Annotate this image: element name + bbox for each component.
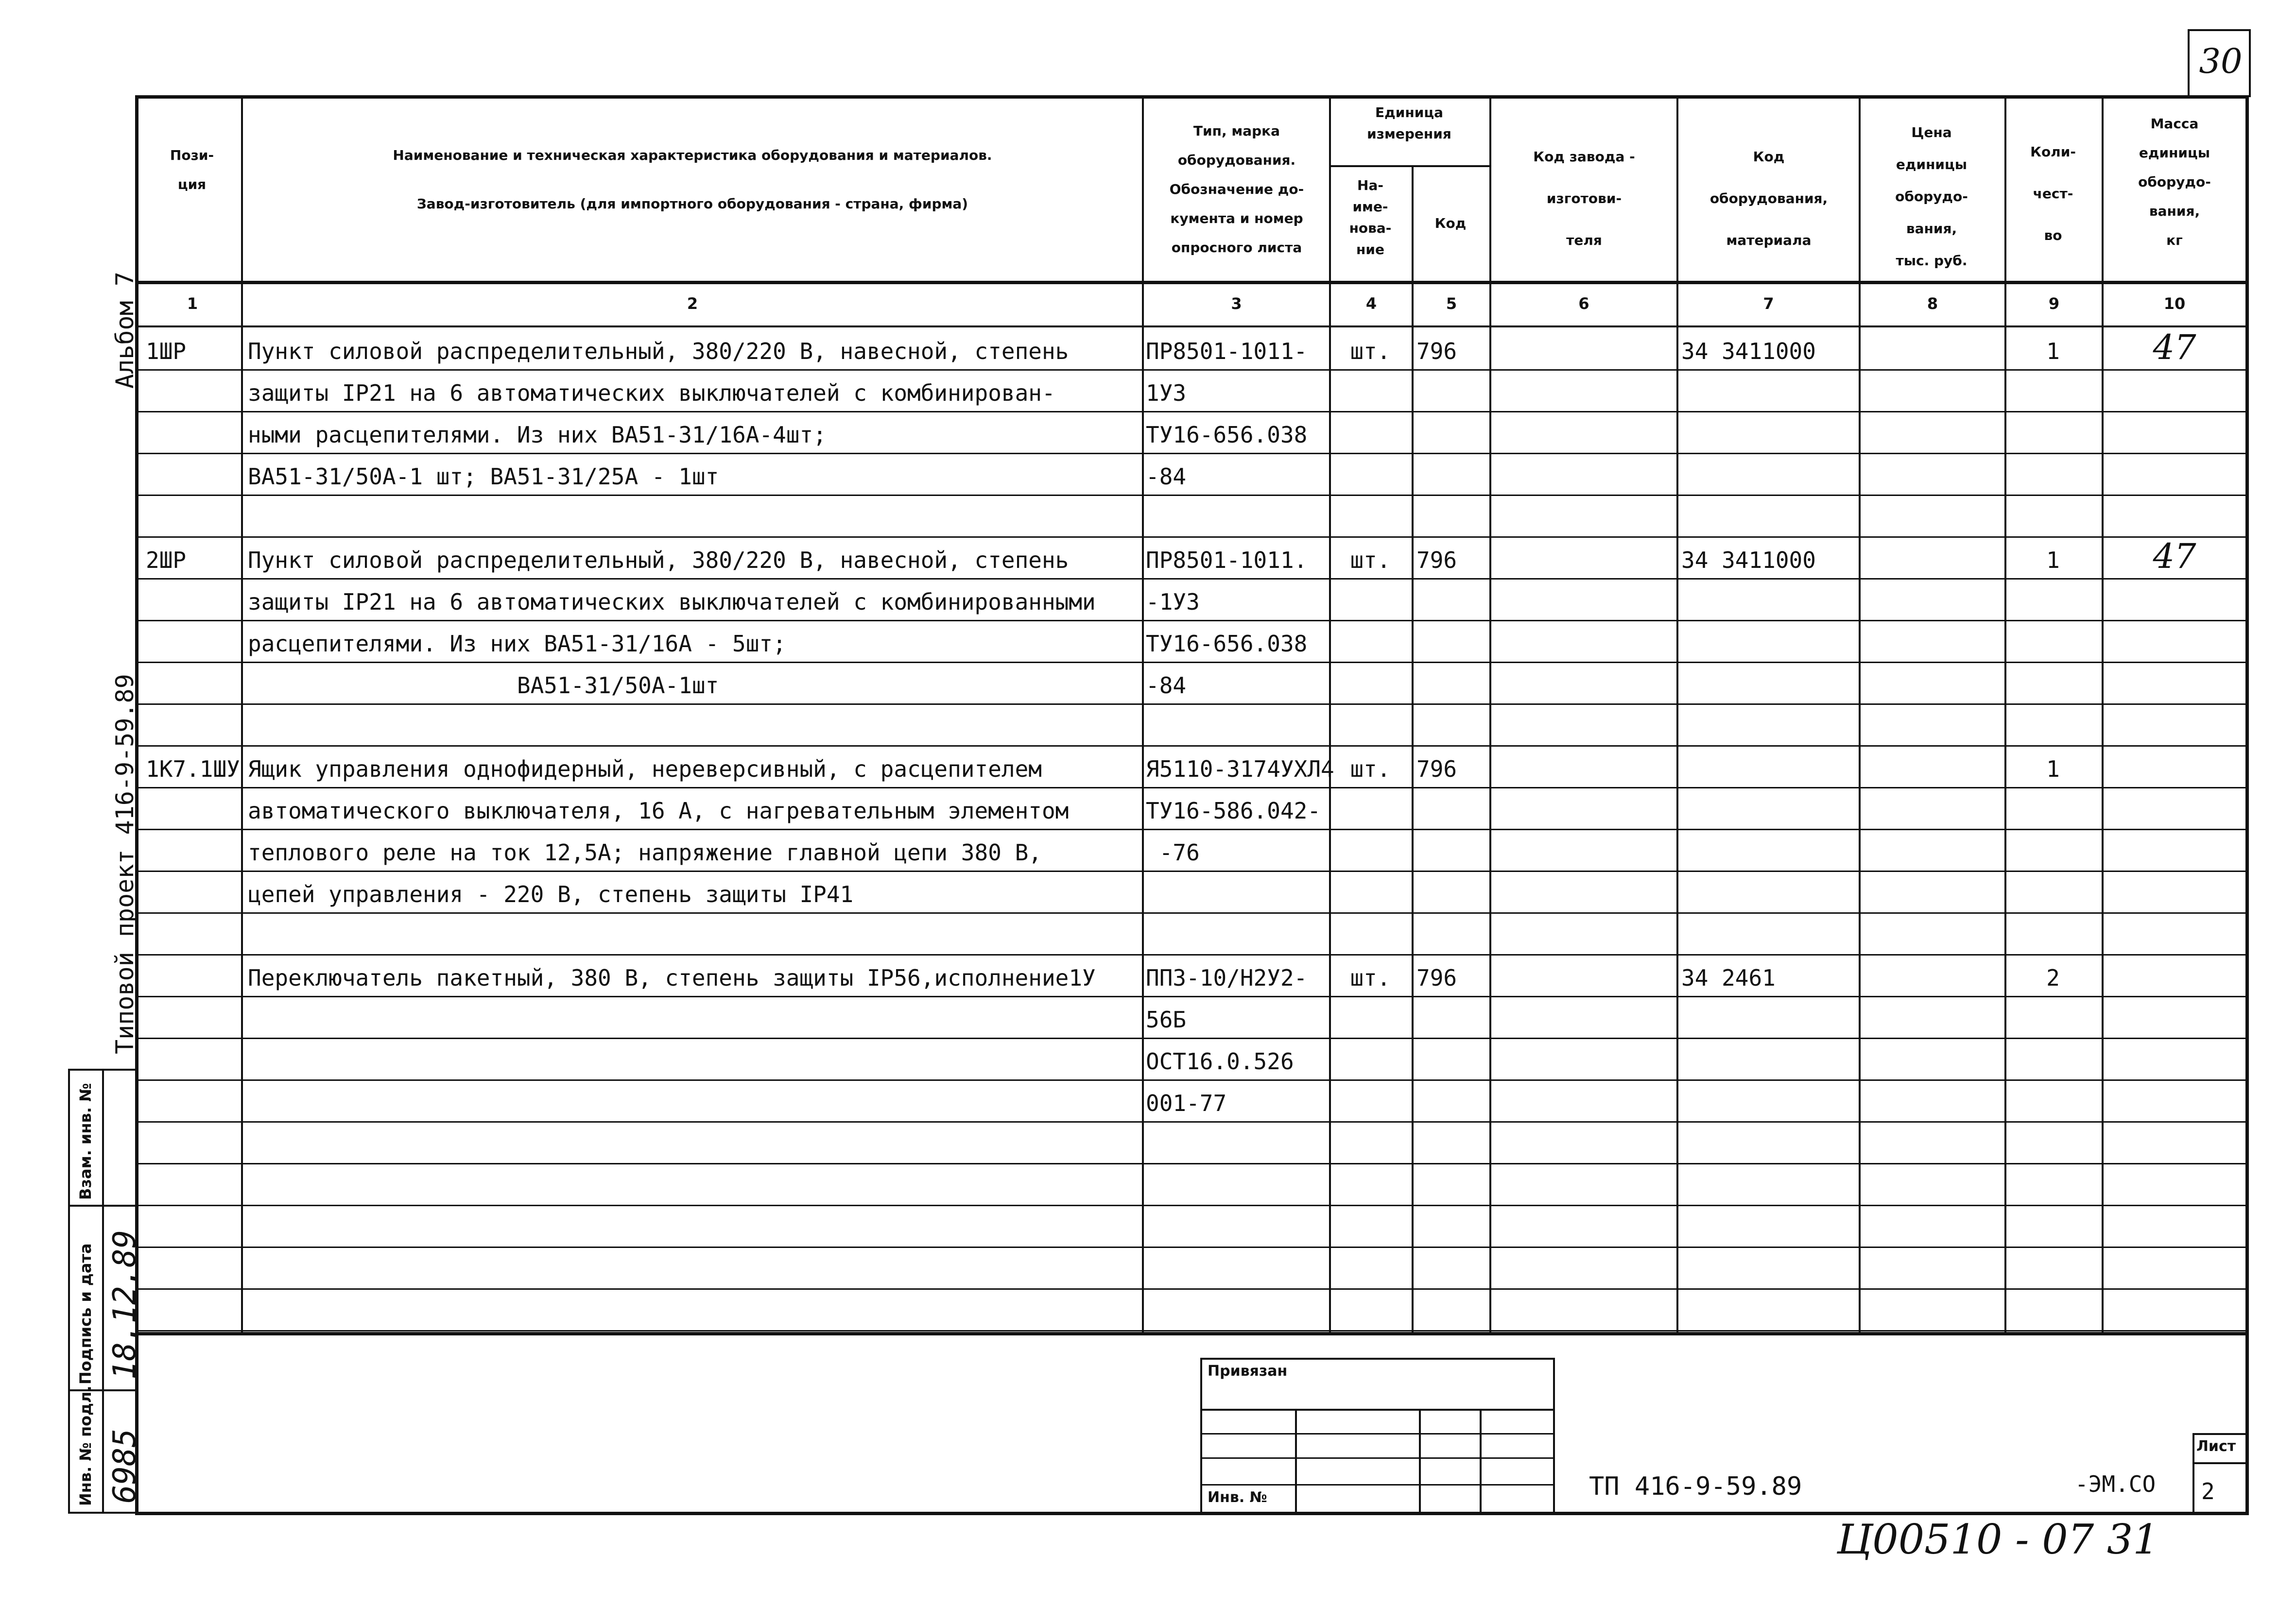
cell-quantity: 1 (2046, 338, 2060, 364)
cell-type: Я5110-3174УХЛ4 (1146, 756, 1334, 782)
frame-top (135, 95, 2249, 99)
stamp-label-inv: Инв. № подл. (76, 1385, 95, 1506)
project-label: Типовой проект 416-9-59.89 (111, 674, 139, 1054)
cell-quantity: 1 (2046, 547, 2060, 573)
page-number-box-right (2249, 29, 2251, 97)
header-unit: Единица измерения (1367, 104, 1451, 142)
row-divider (135, 1205, 2248, 1206)
header-factory-code: Код завода - изготови- теля (1533, 149, 1635, 248)
cell-name: ными расцепителями. Из них ВА51-31/16А-4шт; (248, 422, 827, 448)
unit-subheader-line (1329, 165, 1491, 167)
privyazan-line-3 (1200, 1457, 1555, 1459)
sheet-number: 2 (2201, 1478, 2215, 1504)
cell-unit-name: шт. (1350, 338, 1391, 364)
cell-equipment-code: 34 3411000 (1681, 338, 1816, 364)
col-number-4: 4 (1365, 294, 1377, 313)
cell-unit-code: 796 (1416, 756, 1457, 782)
cell-unit-name: шт. (1350, 547, 1391, 573)
cell-type: ПР8501-1011- (1146, 338, 1308, 364)
col-number-7: 7 (1763, 294, 1774, 313)
cell-name: ВА51-31/50А-1шт (248, 672, 719, 699)
cell-type: ОСТ16.0.526 (1146, 1048, 1294, 1075)
table-bottom-line (135, 1332, 2249, 1335)
cell-name: Пункт силовой распределительный, 380/220 В, навесной, степень (248, 547, 1069, 573)
header-equipment-code: Код оборудования, материала (1709, 149, 1828, 248)
header-type: Тип, марка оборудования. Обозначение до- кумента и номер опросного листа (1169, 123, 1304, 256)
col-number-line (135, 325, 2249, 327)
row-divider (135, 1288, 2248, 1290)
cell-name: Переключатель пакетный, 380 В, степень защиты IP56,исполнение1У (248, 965, 1096, 991)
stamp-label-replace: Взам. инв. № (76, 1083, 95, 1200)
cell-type: -84 (1146, 463, 1187, 490)
header-quantity: Коли- чест- во (2030, 144, 2076, 243)
cell-type: 1У3 (1146, 380, 1187, 406)
cell-name: цепей управления - 220 В, степень защиты IP41 (248, 881, 854, 907)
album-label: Альбом 7 (111, 272, 139, 389)
cell-name: автоматического выключателя, 16 А, с нагревательным элементом (248, 798, 1069, 824)
header-name-line1: Наименование и техническая характеристика оборудования и материалов. (393, 147, 992, 163)
cell-type: -84 (1146, 672, 1187, 699)
col-number-8: 8 (1927, 294, 1938, 313)
header-unit-name: На- име- нова- ние (1349, 177, 1392, 257)
cell-mass: 47 (2153, 327, 2196, 367)
col-number-3: 3 (1231, 294, 1242, 313)
cell-quantity: 2 (2046, 965, 2060, 991)
cell-equipment-code: 34 2461 (1681, 965, 1776, 991)
col-number-1: 1 (187, 294, 198, 313)
privyazan-box-top (1200, 1358, 1555, 1360)
cell-type: -1У3 (1146, 589, 1200, 615)
inv-number-handwritten: 6985 (107, 1428, 143, 1503)
sheet-label: Лист (2196, 1438, 2236, 1455)
header-bottom-line (135, 281, 2249, 284)
privyazan-vline-3 (1480, 1409, 1482, 1513)
document-suffix: -ЭМ.СО (2075, 1471, 2156, 1497)
sign-date-handwritten: 18.12.89 (107, 1230, 143, 1380)
cell-type: ПП3-10/Н2У2- (1146, 965, 1308, 991)
cell-type: ТУ16-656.038 (1146, 422, 1308, 448)
cell-position: 1ШР (146, 338, 187, 364)
cell-name: расцепителями. Из них ВА51-31/16А - 5шт; (248, 631, 786, 657)
cell-name: Пункт силовой распределительный, 380/220 В, навесной, степень (248, 338, 1069, 364)
stamp-strip-mid (102, 1069, 104, 1514)
privyazan-line-1 (1200, 1409, 1555, 1411)
sheet-box-left (2192, 1433, 2194, 1513)
cell-type: ПР8501-1011. (1146, 547, 1308, 573)
row-divider (135, 954, 2248, 956)
header-name-line2: Завод-изготовитель (для импортного оборудования - страна, фирма) (416, 196, 968, 212)
cell-name: Ящик управления однофидерный, нереверсивный, с расцепителем (248, 756, 1042, 782)
cell-unit-code: 796 (1416, 338, 1457, 364)
col-number-2: 2 (687, 294, 698, 313)
header-price: Цена единицы оборудо- вания, тыс. руб. (1895, 124, 1968, 269)
cell-type: -76 (1146, 839, 1200, 866)
col-number-10: 10 (2163, 294, 2186, 313)
sheet-box-top (2192, 1433, 2247, 1435)
cell-name: защиты IP21 на 6 автоматических выключателей с комбинированными (248, 589, 1096, 615)
row-divider (135, 1247, 2248, 1248)
privyazan-box-left (1200, 1358, 1202, 1513)
cell-type: ТУ16-586.042- (1146, 798, 1321, 824)
cell-position: 2ШР (146, 547, 187, 573)
frame-right (2245, 95, 2249, 1514)
cell-name: теплового реле на ток 12,5А; напряжение главной цепи 380 В, (248, 839, 1042, 866)
cell-quantity: 1 (2046, 756, 2060, 782)
cell-unit-name: шт. (1350, 756, 1391, 782)
col-number-6: 6 (1578, 294, 1589, 313)
document-code: ТП 416-9-59.89 (1589, 1472, 1802, 1501)
page-number-box-top (2188, 29, 2251, 31)
col-number-5: 5 (1446, 294, 1457, 313)
cell-equipment-code: 34 3411000 (1681, 547, 1816, 573)
cell-name: ВА51-31/50А-1 шт; ВА51-31/25А - 1шт (248, 463, 719, 490)
cell-type: 001-77 (1146, 1090, 1227, 1116)
cell-position: 1К7.1ШУ (146, 756, 240, 782)
stamp-label-sign: Подпись и дата (76, 1243, 95, 1384)
row-divider (135, 1330, 2248, 1332)
privyazan-box-right (1553, 1358, 1555, 1513)
cell-unit-name: шт. (1350, 965, 1391, 991)
inv-no-label: Инв. № (1208, 1489, 1267, 1506)
cell-mass: 47 (2153, 536, 2196, 576)
privyazan-vline-1 (1295, 1409, 1297, 1513)
privyazan-vline-2 (1419, 1409, 1421, 1513)
privyazan-label: Привязан (1208, 1363, 1288, 1380)
stamp-strip-div1 (68, 1205, 136, 1207)
row-divider (135, 1163, 2248, 1164)
privyazan-line-4 (1200, 1484, 1555, 1486)
row-divider (135, 745, 2248, 747)
cell-type: ТУ16-656.038 (1146, 631, 1308, 657)
stamp-strip-bottom (68, 1512, 136, 1514)
header-mass: Масса единицы оборудо- вания, кг (2138, 116, 2211, 248)
col-line-4 (1412, 165, 1414, 1334)
header-unit-code: Код (1434, 215, 1467, 231)
row-divider (135, 536, 2248, 538)
header-position: Пози- ция (170, 147, 214, 192)
page-number: 30 (2199, 41, 2243, 81)
sheet-box-mid (2192, 1462, 2247, 1464)
cell-unit-code: 796 (1416, 965, 1457, 991)
stamp-strip-top (68, 1069, 136, 1071)
page-number-box-left (2188, 29, 2190, 97)
privyazan-line-2 (1200, 1433, 1555, 1435)
cell-name: защиты IP21 на 6 автоматических выключателей с комбинирован- (248, 380, 1055, 406)
bottom-handwritten-code: Ц00510 - 07 31 (1837, 1516, 2159, 1563)
col-number-9: 9 (2048, 294, 2060, 313)
frame-bottom (135, 1512, 2249, 1515)
stamp-strip-left (68, 1069, 70, 1514)
cell-type: 56Б (1146, 1007, 1187, 1033)
cell-unit-code: 796 (1416, 547, 1457, 573)
